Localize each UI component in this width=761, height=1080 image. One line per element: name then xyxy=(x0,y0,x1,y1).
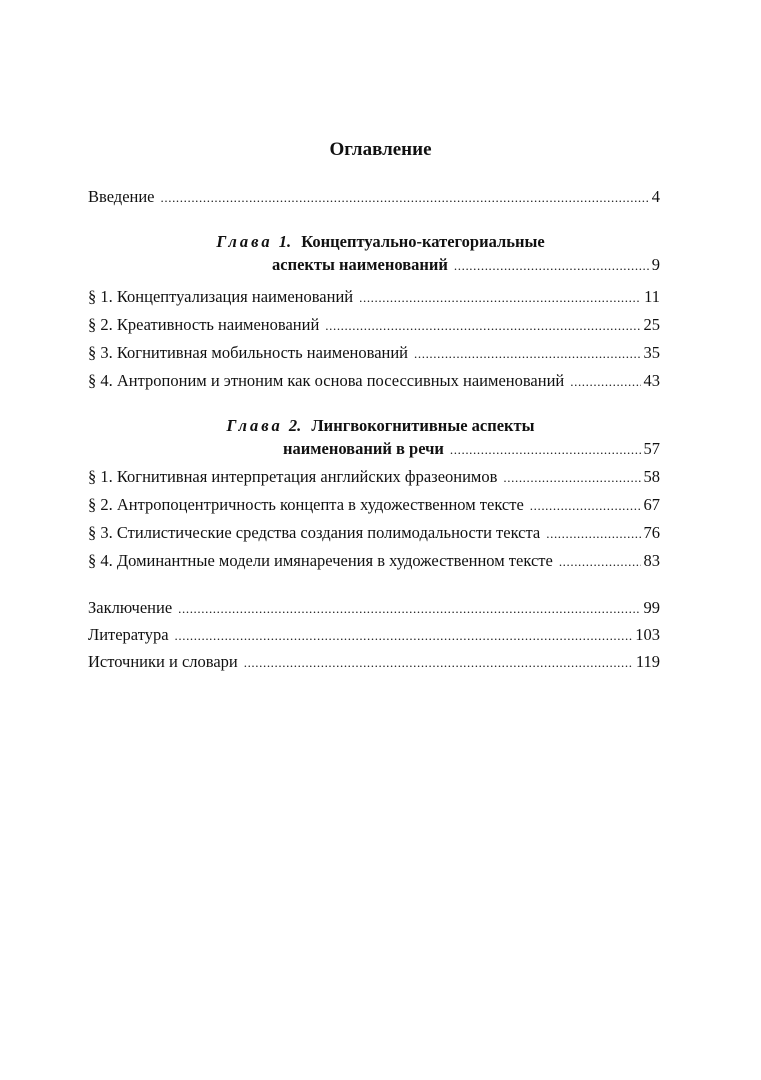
toc-entry-page: 99 xyxy=(643,598,660,617)
toc-entry-ch2-s3[interactable] xyxy=(88,521,660,545)
toc-entry-page: 11 xyxy=(644,287,660,306)
dot-leader xyxy=(546,522,640,546)
toc-entry-ch1-s4[interactable] xyxy=(88,369,660,393)
toc-entry-label: § 4. Антропоним и этноним как основа посессивных наименований xyxy=(88,371,565,390)
toc-entry-label: Заключение xyxy=(88,598,173,617)
dot-leader xyxy=(570,370,640,394)
dot-leader xyxy=(503,466,640,490)
toc-entry-page: 4 xyxy=(651,187,660,206)
toc-entry-label: Литература xyxy=(88,625,169,644)
toc-entry-page: 57 xyxy=(643,439,660,458)
chapter-title-line1: Концептуально-категориальные xyxy=(301,232,545,251)
toc-entry-ch1-s2[interactable] xyxy=(88,313,660,337)
chapter2-heading[interactable] xyxy=(0,414,761,438)
toc-entry-page: 9 xyxy=(651,255,660,274)
toc-entry-page: 43 xyxy=(643,371,660,390)
chapter-title-line2: наименований в речи xyxy=(283,439,444,458)
toc-entry-intro[interactable] xyxy=(88,185,660,209)
dot-leader xyxy=(559,550,641,574)
dot-leader xyxy=(175,624,633,648)
dot-leader xyxy=(244,651,633,675)
toc-entry-label: § 4. Доминантные модели имянаречения в художественном тексте xyxy=(88,551,553,570)
dot-leader xyxy=(325,314,640,338)
dot-leader xyxy=(454,254,649,278)
toc-entry-label: § 3. Стилистические средства создания полимодальности текста xyxy=(88,523,541,542)
dot-leader xyxy=(530,494,641,518)
toc-entry-page: 58 xyxy=(643,467,660,486)
toc-entry-page: 83 xyxy=(643,551,660,570)
dot-leader xyxy=(450,438,641,462)
toc-entry-label: § 1. Когнитивная интерпретация английских фразеонимов xyxy=(88,467,498,486)
toc-entry-ch2-s1[interactable] xyxy=(88,465,660,489)
toc-entry-page: 119 xyxy=(635,652,660,671)
toc-entry-conclusion[interactable] xyxy=(88,596,660,620)
dot-leader xyxy=(414,342,640,366)
chapter-title-line2: аспекты наименований xyxy=(272,255,448,274)
chapter-number: 1. xyxy=(278,232,292,251)
dot-leader xyxy=(178,597,640,621)
chapter1-heading[interactable] xyxy=(0,230,761,254)
toc-entry-page: 76 xyxy=(643,523,660,542)
toc-entry-label: § 2. Креативность наименований xyxy=(88,315,320,334)
toc-entry-label: § 1. Концептуализация наименований xyxy=(88,287,354,306)
toc-entry-page: 35 xyxy=(643,343,660,362)
chapter2-title-row[interactable] xyxy=(283,437,660,461)
toc-entry-literature[interactable] xyxy=(88,623,660,647)
chapter-number: 2. xyxy=(288,416,302,435)
dot-leader xyxy=(161,186,649,210)
toc-entry-label: Введение xyxy=(88,187,155,206)
toc-entry-ch2-s2[interactable] xyxy=(88,493,660,517)
chapter-word: Глава xyxy=(226,416,283,435)
toc-entry-page: 103 xyxy=(635,625,660,644)
toc-entry-ch1-s1[interactable] xyxy=(88,285,660,309)
chapter-word: Глава xyxy=(216,232,273,251)
dot-leader xyxy=(359,286,641,310)
toc-title: Оглавление xyxy=(329,139,432,160)
chapter-title-line1: Лингвокогнитивные аспекты xyxy=(311,416,535,435)
toc-entry-page: 67 xyxy=(643,495,660,514)
toc-entry-ch2-s4[interactable] xyxy=(88,549,660,573)
toc-entry-label: Источники и словари xyxy=(88,652,238,671)
chapter1-title-row[interactable] xyxy=(272,253,660,277)
toc-entry-ch1-s3[interactable] xyxy=(88,341,660,365)
toc-entry-label: § 3. Когнитивная мобильность наименований xyxy=(88,343,409,362)
toc-entry-page: 25 xyxy=(643,315,660,334)
toc-entry-sources[interactable] xyxy=(88,650,660,674)
toc-entry-label: § 2. Антропоцентричность концепта в художественном тексте xyxy=(88,495,524,514)
